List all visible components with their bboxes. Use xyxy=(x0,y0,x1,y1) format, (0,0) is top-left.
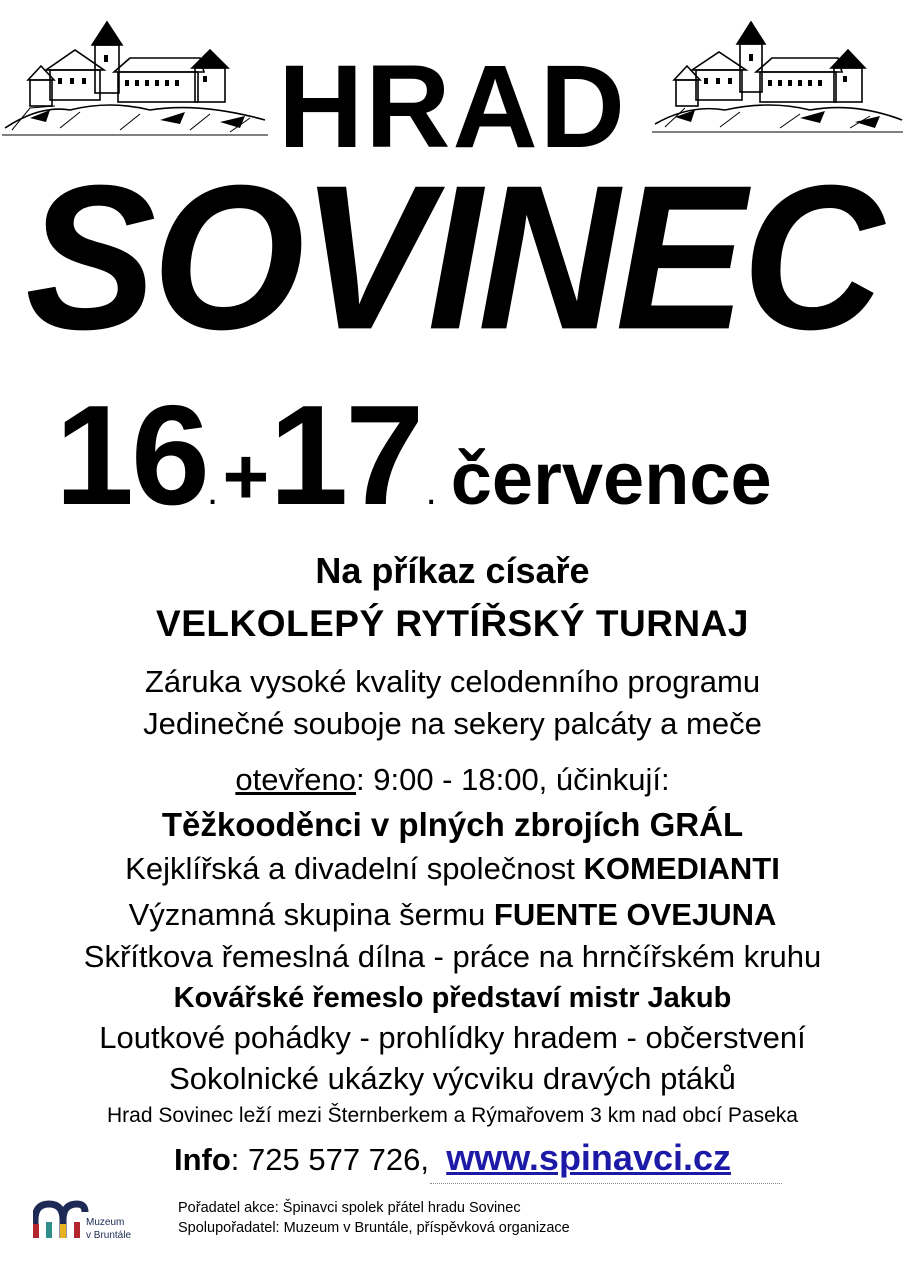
date-day-1: 16 xyxy=(55,376,207,535)
info-phone: : 725 577 726, xyxy=(230,1142,430,1177)
location-note: Hrad Sovinec leží mezi Šternberkem a Rýmařovem 3 km nad obcí Paseka xyxy=(107,1104,798,1127)
divider xyxy=(430,1183,782,1184)
organizer-line: Pořadatel akce: Špinavci spolek přátel hradu Sovinec xyxy=(178,1200,521,1216)
date-month: července xyxy=(450,437,772,520)
performer-komedianti-name: KOMEDIANTI xyxy=(583,851,780,886)
info-line xyxy=(0,1137,905,1179)
program-line-puppets: Loutkové pohádky - prohlídky hradem - občerstvení xyxy=(99,1020,806,1055)
co-organizer-line: Spolupořadatel: Muzeum v Bruntále, příspěvková organizace xyxy=(178,1220,570,1236)
program-line-workshop: Skřítkova řemeslná dílna - práce na hrnčířském kruhu xyxy=(83,939,822,974)
info-label: Info xyxy=(173,1142,231,1177)
program-line-quality: Záruka vysoké kvality celodenního programu xyxy=(144,664,761,699)
program-line-duels: Jedinečné souboje na sekery palcáty a meče xyxy=(143,706,762,741)
museum-logo-text xyxy=(86,1216,131,1242)
opening-time: : 9:00 - 18:00, účinkují: xyxy=(356,762,670,797)
logo-line-2: v Bruntále xyxy=(86,1230,132,1241)
performer-fuente-name: FUENTE OVEJUNA xyxy=(493,897,777,932)
performer-gral: Těžkooděnci v plných zbrojích GRÁL xyxy=(161,806,744,843)
performer-fuente-desc: Významná skupina šermu xyxy=(128,897,494,932)
date-dot-2: . xyxy=(425,469,437,513)
date-day-2: 17 xyxy=(269,376,422,535)
program-line-falconry: Sokolnické ukázky výcviku dravých ptáků xyxy=(169,1061,736,1096)
title-sovinec: SOVINEC xyxy=(25,142,880,373)
title-hrad: HRAD xyxy=(278,41,627,173)
logo-line-1: Muzeum xyxy=(86,1217,125,1228)
date-dot-1: . xyxy=(206,469,219,513)
program-line-blacksmith: Kovářské řemeslo představí mistr Jakub xyxy=(173,982,732,1014)
opening-hours xyxy=(0,762,905,798)
performer-komedianti xyxy=(0,851,905,887)
headline-tournament: VELKOLEPÝ RYTÍŘSKÝ TURNAJ xyxy=(156,603,749,644)
headline-emperor: Na příkaz císaře xyxy=(315,550,590,591)
website-link[interactable]: www.spinavci.cz xyxy=(446,1137,732,1178)
organizer-info xyxy=(178,1198,570,1238)
performer-fuente-ovejuna xyxy=(0,897,905,933)
opening-label: otevřeno xyxy=(235,762,356,797)
performer-komedianti-desc: Kejklířská a divadelní společnost xyxy=(125,851,584,886)
date-plus: + xyxy=(222,432,270,521)
event-date xyxy=(55,376,772,535)
